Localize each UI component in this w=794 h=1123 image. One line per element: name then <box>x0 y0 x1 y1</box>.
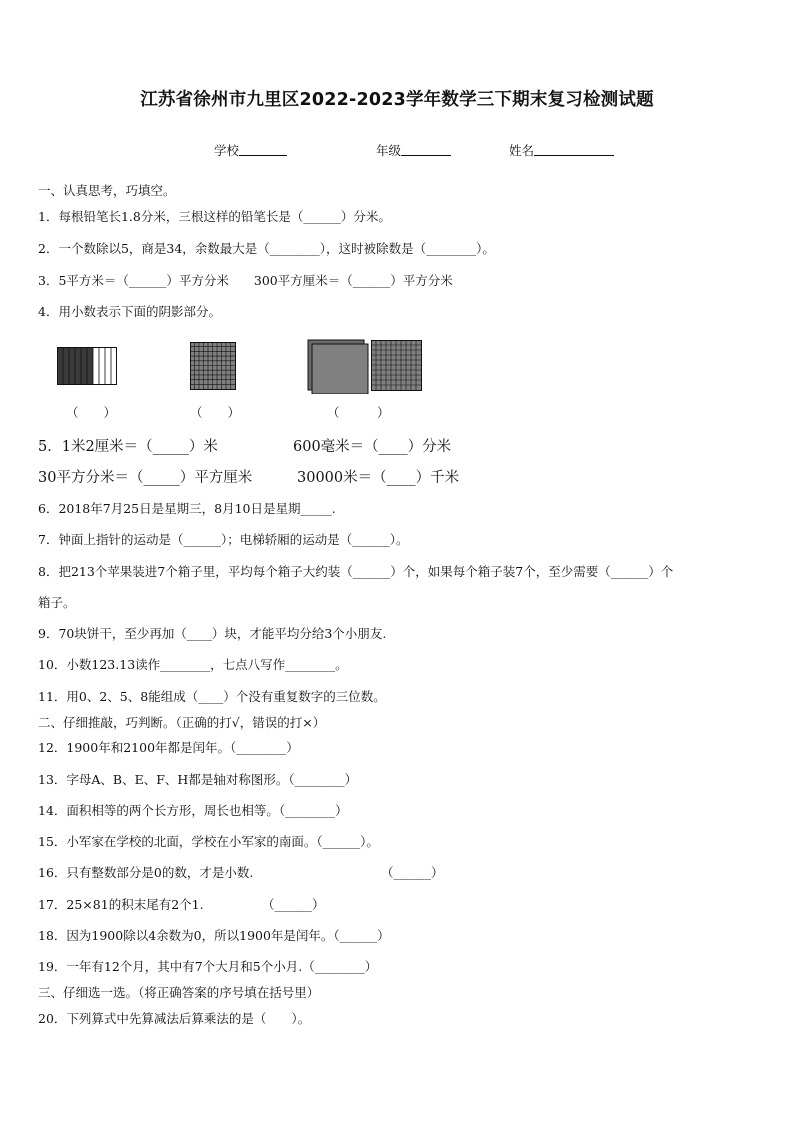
school-blank[interactable] <box>239 143 287 156</box>
question-18: 18．因为1900除以4余数为0，所以1900年是闰年。（______） <box>38 928 390 943</box>
name-field <box>509 141 614 159</box>
grade-blank[interactable] <box>401 143 451 156</box>
figure-2-answer[interactable]: （ ） <box>190 405 241 420</box>
question-19: 19．一年有12个月，其中有7个大月和5个小月.（________） <box>38 959 378 974</box>
question-2: 2．一个数除以5，商是34，余数最大是（________），这时被除数是（________）。 <box>38 241 495 256</box>
grade-label: 年级 <box>376 143 402 158</box>
question-5d: 30000米＝（____）千米 <box>297 470 460 486</box>
figure-3-answer[interactable]: （ ） <box>327 405 390 420</box>
figure-squares-and-grid <box>307 338 425 394</box>
question-11: 11．用0、2、5、8能组成（____）个没有重复数字的三位数。 <box>38 689 386 704</box>
figure-grid-small <box>190 342 236 390</box>
question-5b: 600毫米＝（____）分米 <box>293 439 452 455</box>
question-6: 6．2018年7月25日是星期三，8月10日是星期_____. <box>38 501 336 516</box>
question-3: 3．5平方米＝（______）平方分米 300平方厘米＝（______）平方分米 <box>38 273 453 288</box>
question-4: 4．用小数表示下面的阴影部分。 <box>38 304 221 319</box>
question-5c: 30平方分米＝（_____）平方厘米 <box>38 470 253 486</box>
question-8-line-1: 8．把213个苹果装进7个箱子里，平均每个箱子大约装（______）个，如果每个箱子装7个，至少需要（______）个 <box>38 564 674 579</box>
question-15: 15．小军家在学校的北面，学校在小军家的南面。（______）。 <box>38 834 379 849</box>
question-16: 16．只有整数部分是0的数，才是小数. <box>38 865 254 880</box>
school-field <box>214 141 287 159</box>
question-14: 14．面积相等的两个长方形，周长也相等。（________） <box>38 803 348 818</box>
question-8-line-2: 箱子。 <box>38 595 76 610</box>
question-9: 9．70块饼干，至少再加（____）块，才能平均分给3个小朋友. <box>38 626 387 641</box>
question-5a: 5．1米2厘米＝（_____）米 <box>38 439 218 455</box>
school-label: 学校 <box>214 143 240 158</box>
grade-field <box>376 141 451 159</box>
question-1: 1．每根铅笔长1.8分米，三根这样的铅笔长是（______）分米。 <box>38 209 391 224</box>
question-20: 20．下列算式中先算减法后算乘法的是（ ）。 <box>38 1011 311 1026</box>
question-17: 17．25×81的积末尾有2个1. <box>38 897 204 912</box>
figure-strips <box>57 347 117 385</box>
question-7: 7．钟面上指针的运动是（______）；电梯轿厢的运动是（______）。 <box>38 532 409 547</box>
question-16-answer[interactable]: （______） <box>381 865 444 880</box>
name-blank[interactable] <box>534 143 614 156</box>
page-title: 江苏省徐州市九里区2022-2023学年数学三下期末复习检测试题 <box>140 90 654 110</box>
question-10: 10．小数123.13读作________，七点八写作________。 <box>38 657 348 672</box>
question-13: 13．字母A、B、E、F、H都是轴对称图形。（________） <box>38 772 358 787</box>
question-12: 12．1900年和2100年都是闰年。（________） <box>38 740 299 755</box>
section-2-heading: 二、仔细推敲，巧判断。（正确的打√，错误的打×） <box>38 715 326 730</box>
name-label: 姓名 <box>509 143 535 158</box>
section-1-heading: 一、认真思考，巧填空。 <box>38 183 176 198</box>
figure-1-answer[interactable]: （ ） <box>66 405 117 420</box>
question-17-answer[interactable]: （______） <box>262 897 325 912</box>
section-3-heading: 三、仔细选一选。（将正确答案的序号填在括号里） <box>38 985 320 1000</box>
